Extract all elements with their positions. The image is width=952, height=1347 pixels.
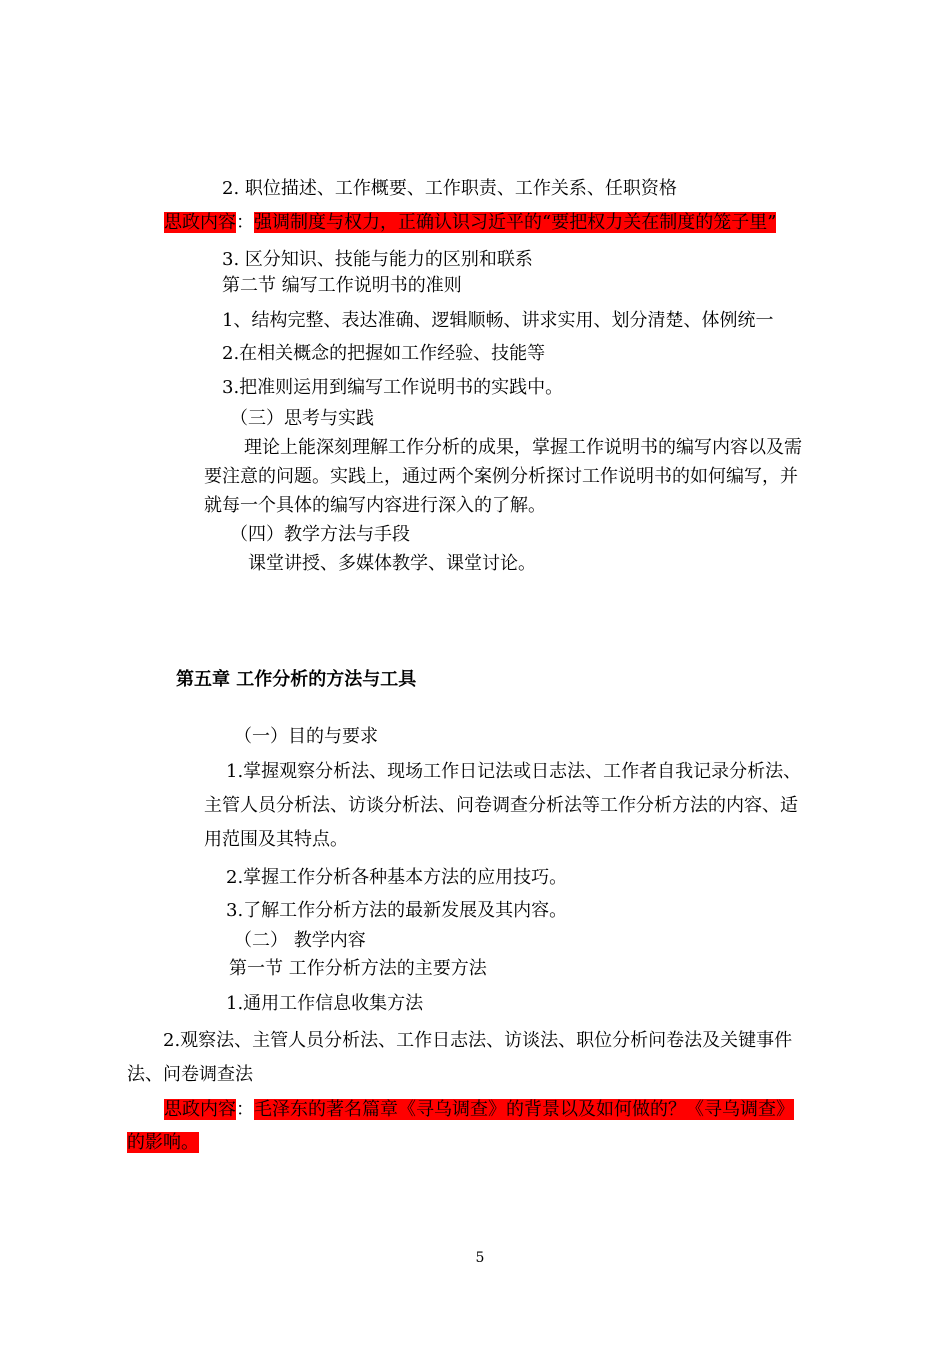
rule-3: 3.把准则运用到编写工作说明书的实践中。 (222, 377, 564, 398)
goal-heading: （一）目的与要求 (234, 726, 378, 747)
think-paragraph-line-2: 要注意的问题。实践上，通过两个案例分析探讨工作说明书的如何编写，并 (204, 466, 798, 487)
ideology-label: 思政内容 (164, 212, 236, 233)
section-1-heading: 第一节 工作分析方法的主要方法 (229, 958, 487, 979)
item-2: 2. 职位描述、工作概要、工作职责、工作关系、任职资格 (222, 178, 677, 199)
method-heading: （四）教学方法与手段 (230, 524, 410, 545)
think-paragraph-line-1: 理论上能深刻理解工作分析的成果，掌握工作说明书的编写内容以及需 (244, 437, 802, 458)
item-3: 3. 区分知识、技能与能力的区别和联系 (222, 249, 533, 270)
ideology-note-2-line-1 (164, 1098, 794, 1122)
page-number: 5 (475, 1250, 485, 1266)
goal-3: 3.了解工作分析方法的最新发展及其内容。 (226, 900, 568, 921)
ideology-note-2-line-2 (127, 1131, 199, 1155)
goal-1-line-2: 主管人员分析法、访谈分析法、问卷调查分析法等工作分析方法的内容、适 (204, 795, 798, 816)
rule-1: 1、结构完整、表达准确、逻辑顺畅、讲求实用、划分清楚、体例统一 (222, 310, 774, 331)
ideology-colon: ： (236, 212, 254, 233)
think-heading: （三）思考与实践 (230, 408, 374, 429)
section-2-heading: 第二节 编写工作说明书的准则 (222, 275, 462, 296)
content-heading: （二） 教学内容 (234, 930, 366, 951)
chapter-title: 第五章 工作分析的方法与工具 (176, 669, 417, 690)
content-1: 1.通用工作信息收集方法 (226, 993, 424, 1014)
goal-1-line-3: 用范围及其特点。 (204, 829, 348, 850)
ideology-text: 强调制度与权力，正确认识习近平的“要把权力关在制度的笼子里” (254, 212, 777, 233)
method-text: 课堂讲授、多媒体教学、课堂讨论。 (248, 553, 536, 574)
ideology-text: 毛泽东的著名篇章《寻乌调查》的背景以及如何做的？《寻乌调查》 (254, 1099, 794, 1120)
think-paragraph-line-3: 就每一个具体的编写内容进行深入的了解。 (204, 495, 546, 516)
ideology-label: 思政内容 (164, 1099, 236, 1120)
content-2-line-1: 2.观察法、主管人员分析法、工作日志法、访谈法、职位分析问卷法及关键事件 (163, 1030, 793, 1051)
ideology-colon: ： (236, 1099, 254, 1120)
ideology-text: 的影响。 (127, 1132, 199, 1153)
content-2-line-2: 法、问卷调查法 (127, 1064, 253, 1085)
rule-2: 2.在相关概念的把握如工作经验、技能等 (222, 343, 546, 364)
ideology-note-1 (164, 211, 776, 235)
goal-1-line-1: 1.掌握观察分析法、现场工作日记法或日志法、工作者自我记录分析法、 (226, 761, 802, 782)
goal-2: 2.掌握工作分析各种基本方法的应用技巧。 (226, 867, 568, 888)
